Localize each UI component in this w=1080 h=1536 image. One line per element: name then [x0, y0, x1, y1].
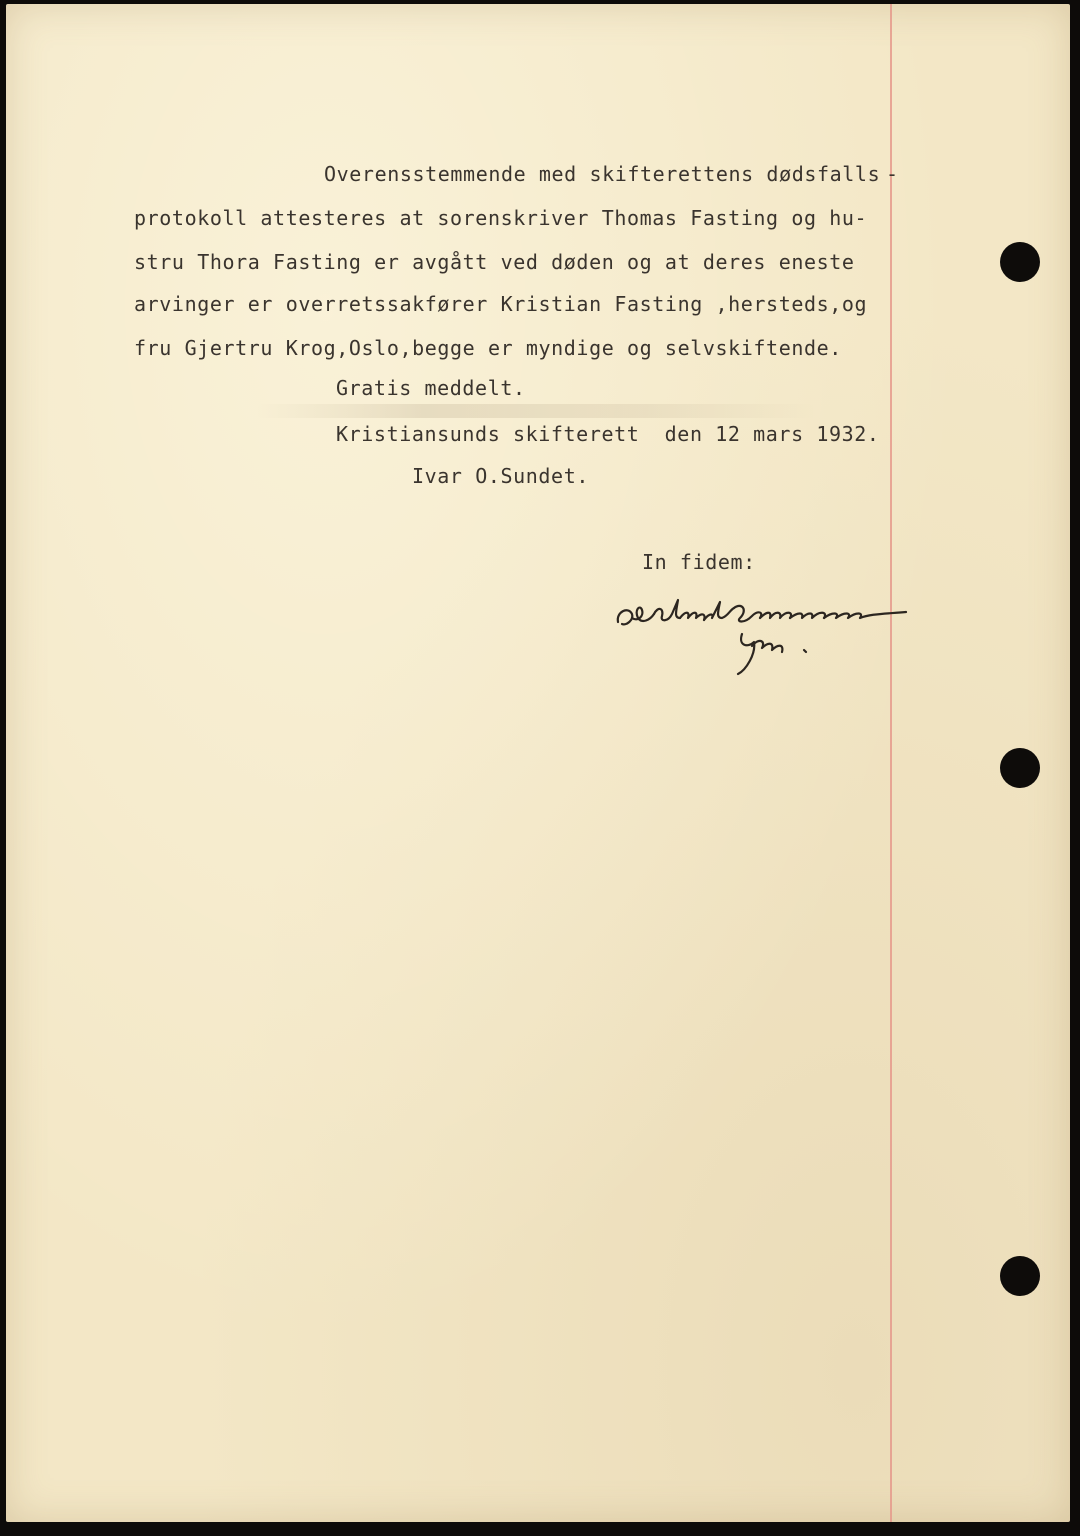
body-line-5: fru Gjertru Krog,Oslo,begge er myndige og selvskiftende.: [134, 336, 842, 360]
faint-offset-text: [256, 404, 816, 418]
punch-hole: [1000, 748, 1040, 788]
body-line-4: arvinger er overretssakfører Kristian Fasting ,hersteds,og: [134, 292, 868, 316]
punch-hole: [1000, 242, 1040, 282]
in-fidem-label: In fidem:: [642, 550, 756, 574]
document-page: [6, 4, 1070, 1522]
line-break-hyphen: -: [886, 162, 899, 186]
body-line-3: stru Thora Fasting er avgått ved døden og at deres eneste: [134, 250, 855, 274]
gratis-line: Gratis meddelt.: [336, 376, 526, 400]
margin-rule: [890, 4, 892, 1522]
body-line-1: Overensstemmende med skifterettens dødsfalls: [324, 162, 881, 186]
signatory-name: Ivar O.Sundet.: [412, 464, 589, 488]
handwritten-signature: [614, 588, 924, 684]
place-date-line: Kristiansunds skifterett den 12 mars 1932.: [336, 422, 880, 446]
punch-hole: [1000, 1256, 1040, 1296]
body-line-2: protokoll attesteres at sorenskriver Thomas Fasting og hu-: [134, 206, 868, 230]
